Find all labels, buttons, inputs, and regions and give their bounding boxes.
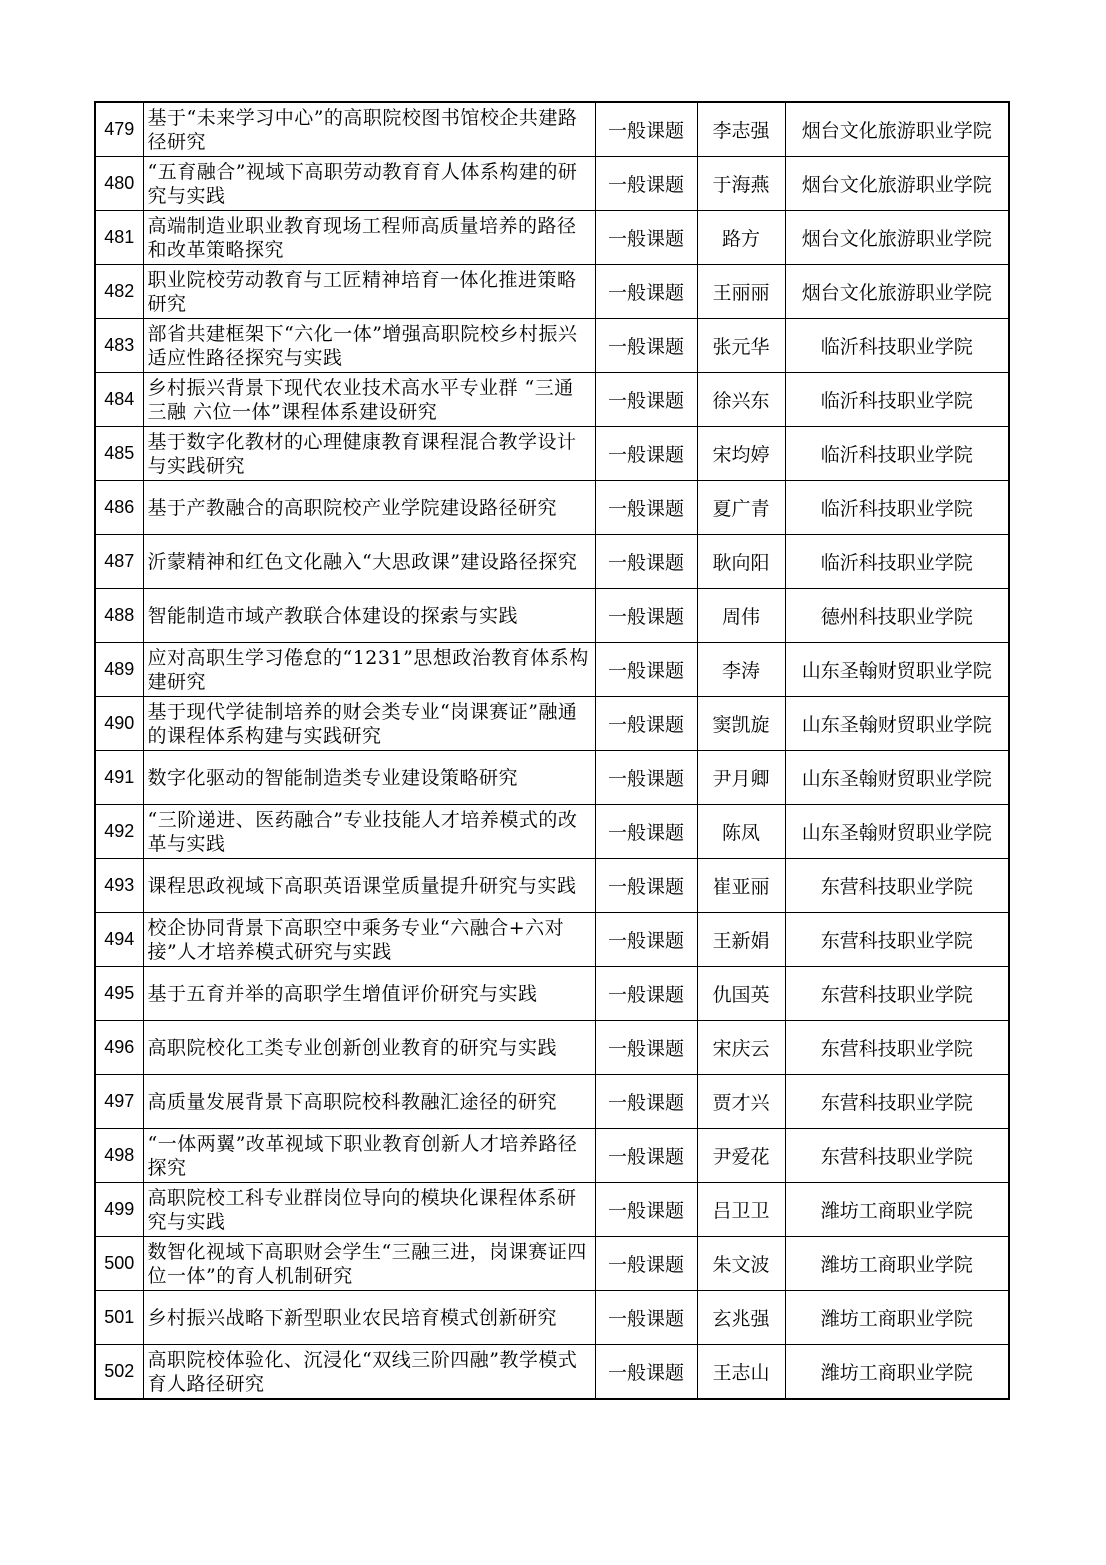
row-number: 481 <box>95 211 143 265</box>
table-row <box>95 1237 1009 1291</box>
project-lead: 玄兆强 <box>697 1291 785 1345</box>
institution-name: 临沂科技职业学院 <box>785 481 1009 535</box>
row-number: 489 <box>95 643 143 697</box>
table-row <box>95 427 1009 481</box>
row-number: 479 <box>95 102 143 157</box>
project-type: 一般课题 <box>595 265 697 319</box>
institution-name: 东营科技职业学院 <box>785 1129 1009 1183</box>
row-number: 500 <box>95 1237 143 1291</box>
row-number: 486 <box>95 481 143 535</box>
project-lead: 周伟 <box>697 589 785 643</box>
project-lead: 耿向阳 <box>697 535 785 589</box>
row-number: 490 <box>95 697 143 751</box>
project-lead: 陈凤 <box>697 805 785 859</box>
project-title: 沂蒙精神和红色文化融入“大思政课”建设路径探究 <box>143 535 595 589</box>
table-row <box>95 1345 1009 1400</box>
institution-name: 东营科技职业学院 <box>785 1075 1009 1129</box>
table-row <box>95 1291 1009 1345</box>
institution-name: 潍坊工商职业学院 <box>785 1291 1009 1345</box>
institution-name: 潍坊工商职业学院 <box>785 1237 1009 1291</box>
table-row <box>95 751 1009 805</box>
project-type: 一般课题 <box>595 373 697 427</box>
institution-name: 山东圣翰财贸职业学院 <box>785 805 1009 859</box>
project-type: 一般课题 <box>595 1291 697 1345</box>
row-number: 491 <box>95 751 143 805</box>
project-lead: 王志山 <box>697 1345 785 1400</box>
project-type: 一般课题 <box>595 211 697 265</box>
institution-name: 潍坊工商职业学院 <box>785 1345 1009 1400</box>
project-type: 一般课题 <box>595 157 697 211</box>
project-type: 一般课题 <box>595 913 697 967</box>
project-type: 一般课题 <box>595 589 697 643</box>
project-title: 高职院校体验化、沉浸化“双线三阶四融”教学模式育人路径研究 <box>143 1345 595 1400</box>
institution-name: 德州科技职业学院 <box>785 589 1009 643</box>
project-list-table <box>94 101 1010 1400</box>
project-title: 基于现代学徒制培养的财会类专业“岗课赛证”融通的课程体系构建与实践研究 <box>143 697 595 751</box>
project-title: 乡村振兴战略下新型职业农民培育模式创新研究 <box>143 1291 595 1345</box>
project-type: 一般课题 <box>595 967 697 1021</box>
project-title: 高职院校工科专业群岗位导向的模块化课程体系研究与实践 <box>143 1183 595 1237</box>
row-number: 494 <box>95 913 143 967</box>
project-list-body <box>95 102 1009 1399</box>
project-lead: 王新娟 <box>697 913 785 967</box>
project-type: 一般课题 <box>595 535 697 589</box>
project-lead: 窦凯旋 <box>697 697 785 751</box>
institution-name: 东营科技职业学院 <box>785 967 1009 1021</box>
table-row <box>95 1021 1009 1075</box>
row-number: 488 <box>95 589 143 643</box>
institution-name: 临沂科技职业学院 <box>785 427 1009 481</box>
project-lead: 李志强 <box>697 102 785 157</box>
project-lead: 宋庆云 <box>697 1021 785 1075</box>
institution-name: 山东圣翰财贸职业学院 <box>785 643 1009 697</box>
institution-name: 烟台文化旅游职业学院 <box>785 102 1009 157</box>
table-row <box>95 102 1009 157</box>
project-title: 课程思政视域下高职英语课堂质量提升研究与实践 <box>143 859 595 913</box>
project-lead: 吕卫卫 <box>697 1183 785 1237</box>
project-title: 基于五育并举的高职学生增值评价研究与实践 <box>143 967 595 1021</box>
row-number: 484 <box>95 373 143 427</box>
row-number: 480 <box>95 157 143 211</box>
institution-name: 潍坊工商职业学院 <box>785 1183 1009 1237</box>
project-title: 基于产教融合的高职院校产业学院建设路径研究 <box>143 481 595 535</box>
row-number: 502 <box>95 1345 143 1400</box>
project-lead: 尹月卿 <box>697 751 785 805</box>
institution-name: 临沂科技职业学院 <box>785 535 1009 589</box>
table-row <box>95 697 1009 751</box>
row-number: 493 <box>95 859 143 913</box>
project-lead: 朱文波 <box>697 1237 785 1291</box>
project-lead: 路方 <box>697 211 785 265</box>
table-row <box>95 913 1009 967</box>
project-title: “一体两翼”改革视域下职业教育创新人才培养路径探究 <box>143 1129 595 1183</box>
project-type: 一般课题 <box>595 319 697 373</box>
project-title: 基于“未来学习中心”的高职院校图书馆校企共建路径研究 <box>143 102 595 157</box>
institution-name: 东营科技职业学院 <box>785 913 1009 967</box>
row-number: 485 <box>95 427 143 481</box>
row-number: 498 <box>95 1129 143 1183</box>
project-title: 智能制造市域产教联合体建设的探索与实践 <box>143 589 595 643</box>
table-row <box>95 967 1009 1021</box>
table-row <box>95 1075 1009 1129</box>
row-number: 492 <box>95 805 143 859</box>
row-number: 482 <box>95 265 143 319</box>
project-lead: 张元华 <box>697 319 785 373</box>
table-row <box>95 373 1009 427</box>
table-row <box>95 481 1009 535</box>
institution-name: 烟台文化旅游职业学院 <box>785 211 1009 265</box>
institution-name: 山东圣翰财贸职业学院 <box>785 697 1009 751</box>
project-lead: 王丽丽 <box>697 265 785 319</box>
project-type: 一般课题 <box>595 1075 697 1129</box>
project-type: 一般课题 <box>595 643 697 697</box>
table-row <box>95 535 1009 589</box>
project-title: “五育融合”视域下高职劳动教育育人体系构建的研究与实践 <box>143 157 595 211</box>
row-number: 483 <box>95 319 143 373</box>
row-number: 499 <box>95 1183 143 1237</box>
institution-name: 临沂科技职业学院 <box>785 373 1009 427</box>
project-lead: 仇国英 <box>697 967 785 1021</box>
project-type: 一般课题 <box>595 102 697 157</box>
project-lead: 徐兴东 <box>697 373 785 427</box>
project-lead: 崔亚丽 <box>697 859 785 913</box>
institution-name: 临沂科技职业学院 <box>785 319 1009 373</box>
project-lead: 李涛 <box>697 643 785 697</box>
institution-name: 烟台文化旅游职业学院 <box>785 157 1009 211</box>
table-row <box>95 1129 1009 1183</box>
project-lead: 于海燕 <box>697 157 785 211</box>
project-type: 一般课题 <box>595 427 697 481</box>
table-row <box>95 211 1009 265</box>
project-title: 高质量发展背景下高职院校科教融汇途径的研究 <box>143 1075 595 1129</box>
row-number: 501 <box>95 1291 143 1345</box>
project-type: 一般课题 <box>595 751 697 805</box>
project-type: 一般课题 <box>595 481 697 535</box>
project-type: 一般课题 <box>595 1183 697 1237</box>
institution-name: 山东圣翰财贸职业学院 <box>785 751 1009 805</box>
project-lead: 宋均婷 <box>697 427 785 481</box>
row-number: 497 <box>95 1075 143 1129</box>
project-lead: 夏广青 <box>697 481 785 535</box>
project-title: 高端制造业职业教育现场工程师高质量培养的路径和改革策略探究 <box>143 211 595 265</box>
project-title: 数智化视域下高职财会学生“三融三进，岗课赛证四位一体”的育人机制研究 <box>143 1237 595 1291</box>
row-number: 496 <box>95 1021 143 1075</box>
project-title: 数字化驱动的智能制造类专业建设策略研究 <box>143 751 595 805</box>
table-row <box>95 805 1009 859</box>
institution-name: 烟台文化旅游职业学院 <box>785 265 1009 319</box>
project-lead: 贾才兴 <box>697 1075 785 1129</box>
project-type: 一般课题 <box>595 1129 697 1183</box>
project-title: 基于数字化教材的心理健康教育课程混合教学设计与实践研究 <box>143 427 595 481</box>
table-row <box>95 157 1009 211</box>
institution-name: 东营科技职业学院 <box>785 859 1009 913</box>
institution-name: 东营科技职业学院 <box>785 1021 1009 1075</box>
table-row <box>95 1183 1009 1237</box>
project-type: 一般课题 <box>595 1237 697 1291</box>
project-title: 应对高职生学习倦怠的“1231”思想政治教育体系构建研究 <box>143 643 595 697</box>
project-lead: 尹爱花 <box>697 1129 785 1183</box>
table-row <box>95 643 1009 697</box>
project-type: 一般课题 <box>595 805 697 859</box>
project-title: 职业院校劳动教育与工匠精神培育一体化推进策略研究 <box>143 265 595 319</box>
table-row <box>95 859 1009 913</box>
project-type: 一般课题 <box>595 1021 697 1075</box>
row-number: 487 <box>95 535 143 589</box>
project-title: “三阶递进、医药融合”专业技能人才培养模式的改革与实践 <box>143 805 595 859</box>
table-row <box>95 589 1009 643</box>
table-row <box>95 319 1009 373</box>
table-row <box>95 265 1009 319</box>
project-title: 部省共建框架下“六化一体”增强高职院校乡村振兴适应性路径探究与实践 <box>143 319 595 373</box>
project-title: 校企协同背景下高职空中乘务专业“六融合+六对接”人才培养模式研究与实践 <box>143 913 595 967</box>
row-number: 495 <box>95 967 143 1021</box>
project-title: 乡村振兴背景下现代农业技术高水平专业群 “三通三融 六位一体”课程体系建设研究 <box>143 373 595 427</box>
project-type: 一般课题 <box>595 859 697 913</box>
project-type: 一般课题 <box>595 1345 697 1400</box>
project-title: 高职院校化工类专业创新创业教育的研究与实践 <box>143 1021 595 1075</box>
project-type: 一般课题 <box>595 697 697 751</box>
